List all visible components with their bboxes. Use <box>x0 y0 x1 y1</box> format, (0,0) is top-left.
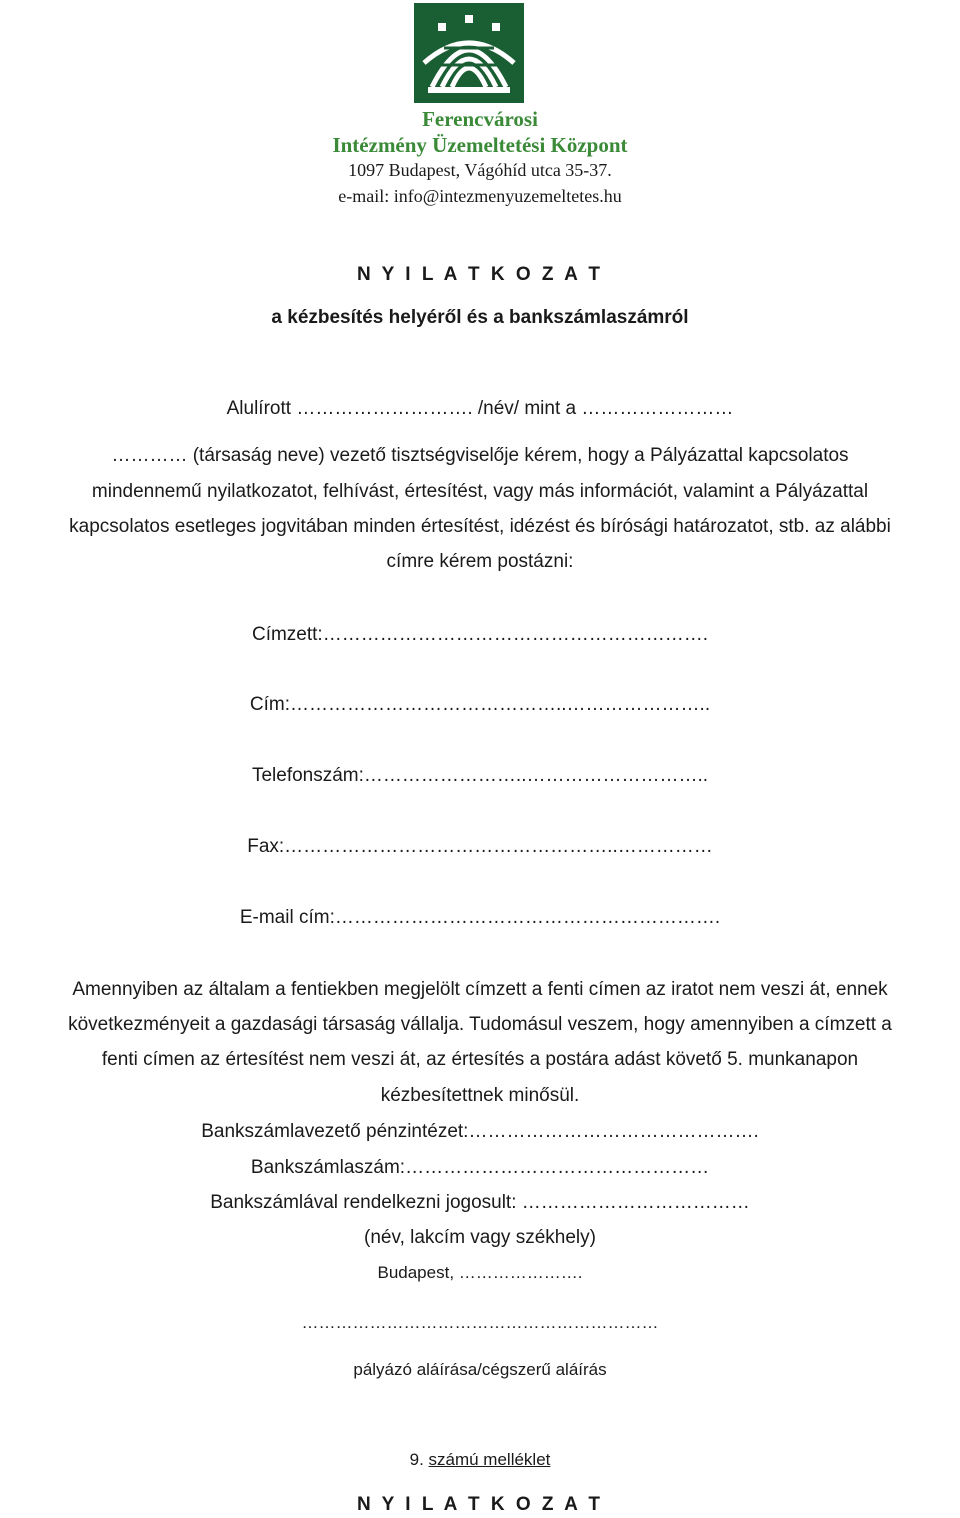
bank-institution: Bankszámlavezető pénzintézet:………………………………………. <box>201 1121 759 1142</box>
notice-line-4: kézbesítettnek minősül. <box>380 1085 580 1106</box>
annex-reference <box>0 1447 960 1473</box>
notice-line-2: következményeit a gazdasági társaság vállalja. Tudomásul veszem, hogy amennyiben a címzett a <box>68 1014 892 1035</box>
field-phone: Telefonszám:……………………..……………………….. <box>251 765 709 786</box>
document-title: N Y I L A T K O Z A T <box>357 264 603 285</box>
place-date: Budapest, …………………. <box>377 1263 583 1282</box>
arch-emblem-icon <box>414 3 524 103</box>
field-email: E-mail cím:……………………………………………………. <box>239 907 721 928</box>
footer-title: N Y I L A T K O Z A T <box>357 1494 603 1515</box>
org-email: e-mail: info@intezmenyuzemeltetes.hu <box>338 186 622 206</box>
paragraph-line-1: ………… (társaság neve) vezető tisztségviselője kérem, hogy a Pályázattal kapcsolatos <box>111 445 849 466</box>
org-address: 1097 Budapest, Vágóhíd utca 35-37. <box>348 160 612 180</box>
bank-account-number: Bankszámlaszám:………………………………………… <box>250 1157 710 1178</box>
org-name: Ferencvárosi <box>422 107 538 131</box>
annex-number: 9. <box>409 1450 429 1469</box>
org-subname: Intézmény Üzemeltetési Központ <box>332 133 628 157</box>
field-fax: Fax:……………………………………………..…………… <box>247 836 713 857</box>
bank-authorized-note: (név, lakcím vagy székhely) <box>364 1227 596 1248</box>
field-address: Cím:……………………………………..………………….. <box>249 694 711 715</box>
paragraph-line-3: kapcsolatos esetleges jogvitában minden értesítést, idézést és bírósági határozatot, stb. az alábbi <box>69 516 891 537</box>
paragraph-line-4: címre kérem postázni: <box>386 551 574 572</box>
notice-line-1: Amennyiben az általam a fentiekben megjelölt címzett a fenti címen az iratot nem veszi át, ennek <box>72 979 888 1000</box>
signature-label: pályázó aláírása/cégszerű aláírás <box>353 1360 607 1379</box>
organization-logo <box>414 3 524 103</box>
document-subtitle: a kézbesítés helyéről és a bankszámlaszámról <box>271 307 689 328</box>
signature-line: ……………………………………………………… <box>301 1313 659 1332</box>
paragraph-line-2: mindennemű nyilatkozatot, felhívást, értesítést, vagy más információt, valamint a Pályázattal <box>91 481 869 502</box>
notice-line-3: fenti címen az értesítést nem veszi át, az értesítés a postára adást követő 5. munkanapon <box>101 1049 859 1070</box>
bank-authorized-person: Bankszámlával rendelkezni jogosult: ……………………………… <box>210 1192 750 1213</box>
intro-line: Alulírott ………………………. /név/ mint a …………………… <box>226 398 734 419</box>
annex-label: számú melléklet <box>428 1450 551 1469</box>
field-recipient: Címzett:……………………………………………………. <box>251 624 708 645</box>
